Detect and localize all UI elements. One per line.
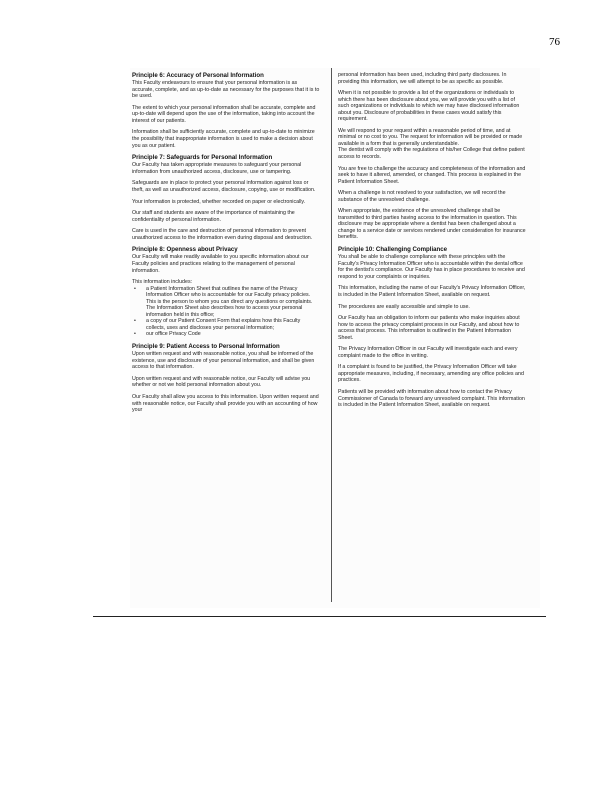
principle-6-paragraph: Information shall be sufficiently accurate, complete and up-to-date to minimize the possibility that inappropriate information is used to make a decision about you as our patient. <box>132 129 315 149</box>
principle-7-paragraph: Your information is protected, whether recorded on paper or electronically. <box>132 198 306 205</box>
bullet-text: our office Privacy Code <box>146 331 201 338</box>
principle-7-paragraph: Care is used in the care and destruction of personal information to prevent unauthorized access to the information even during disposal and destruction. <box>132 228 313 241</box>
principle-10-paragraph: You shall be able to challenge compliance with these principles with the Faculty's Privacy Information Officer who is accountable within the dental office for the dentist's compliance. Our Faculty has in place procedures to receive and respond to your complaints or inquiries. <box>338 254 525 280</box>
principle-7-heading: Principle 7: Safeguards for Personal Information <box>132 154 273 162</box>
bullet-icon: • <box>134 285 136 292</box>
page-number: 76 <box>549 36 560 48</box>
principle-9-paragraph: Our Faculty shall allow you access to this information. Upon written request and with reasonable notice, our Faculty shall provide you with an accounting of how your <box>132 393 319 414</box>
principle-7-paragraph: Our Faculty has taken appropriate measures to safeguard your personal information from unauthorized access, disclosure, use or tampering. <box>132 162 302 175</box>
principle-10-paragraph: This information, including the name of our Faculty's Privacy Information Officer, is included in the Patient Information Sheet, available on request. <box>338 285 526 298</box>
principle-10-paragraph: If a complaint is found to be justified, the Privacy Information Officer will take appropriate measures, including, if necessary, amending any office policies and practices. <box>338 364 524 384</box>
principle-8-heading: Principle 8: Openness about Privacy <box>132 246 238 254</box>
bottom-rule <box>93 616 546 617</box>
bullet-icon: • <box>134 318 136 325</box>
principle-10-paragraph: The procedures are easily accessible and simple to use. <box>338 303 470 310</box>
principle-6-paragraph: The extent to which your personal information shall be accurate, complete and up-to-date will depend upon the use of the information, taking into account the interest of our patients. <box>132 104 316 124</box>
principle-6-paragraph: This Faculty endeavours to ensure that your personal information is as accurate, complete, and as up-to-date as necessary for the purposes that it is to be used. <box>132 80 320 100</box>
bullet-text: a Patient Information Sheet that outlines the name of the Privacy Information Officer who is accountable for our Faculty privacy policies. This is the person to whom you can direct any questions or complaints. The Information Sheet also describes how to access your personal information held in this office; <box>146 285 313 318</box>
principle-10-paragraph: Patients will be provided with information about how to contact the Privacy Commissioner of Canada to forward any unresolved complaint. This information is included in the Patient Information Sheet, available on request. <box>338 388 525 409</box>
principle-10-heading: Principle 10: Challenging Compliance <box>338 246 448 254</box>
left-column <box>132 72 320 419</box>
principle-9-continued-paragraph: When it is not possible to provide a list of the organizations or individuals to which there has been disclosure about you, we will provide you with a list of such organizations or individuals to which we may have disclosed information about you. Disclosure of probabilities in these cases would satisfy this requirement. <box>338 90 520 123</box>
principle-8-paragraph: This information includes: <box>132 279 193 286</box>
principle-8-bullet-list <box>132 286 320 338</box>
principle-10-paragraph: Our Faculty has an obligation to inform our patients who make inquiries about how to access the privacy complaint process in our Faculty, and about how to access that process. This information is outlined in the Patient Information Sheet. <box>338 315 520 341</box>
scanned-policy-page <box>130 68 540 608</box>
bullet-item <box>132 331 320 338</box>
principle-6-heading: Principle 6: Accuracy of Personal Information <box>132 72 264 79</box>
bullet-item <box>132 318 320 331</box>
principle-9-heading: Principle 9: Patient Access to Personal Information <box>132 343 280 351</box>
principle-9-continued-paragraph: You are free to challenge the accuracy and completeness of the information and seek to have it altered, amended, or changed. This process is explained in the Patient Information Sheet. <box>338 165 526 185</box>
principle-9-continued-paragraph: The dentist will comply with the regulations of his/her College that define patient access to records. <box>338 147 525 161</box>
principle-10-paragraph: The Privacy Information Officer in our Faculty will investigate each and every complaint made to the office in writing. <box>338 346 518 359</box>
right-column <box>338 72 526 414</box>
principle-9-continued-paragraph: personal information has been used, including third party disclosures. In providing this information, we will attempt to be as specific as possible. <box>338 72 507 85</box>
principle-9-continued-paragraph: When a challenge is not resolved to your satisfaction, we will record the substance of the unresolved challenge. <box>338 190 506 203</box>
bullet-icon: • <box>134 331 136 338</box>
principle-7-paragraph: Safeguards are in place to protect your personal information against loss or theft, as well as unauthorized access, disclosure, copying, use or modification. <box>132 180 316 193</box>
principle-8-paragraph: Our Faculty will make readily available to you specific information about our Faculty policies and practices relating to the management of personal information. <box>132 254 309 274</box>
principle-7-paragraph: Our staff and students are aware of the importance of maintaining the confidentiality of personal information. <box>132 210 295 223</box>
principle-9-paragraph: Upon written request and with reasonable notice, our Faculty will advise you whether or not we hold personal information about you. <box>132 375 311 389</box>
principle-9-continued-paragraph: When appropriate, the existence of the unresolved challenge shall be transmitted to third parties having access to the information in question. This disclosure may be appropriate where a dentist has been challenged about a change to a service date or services rendered under consideration for insurance benefits. <box>338 208 526 241</box>
bullet-text: a copy of our Patient Consent Form that explains how this Faculty collects, uses and discloses your personal information; <box>146 318 301 331</box>
principle-9-continued-paragraph: We will respond to your request within a reasonable period of time, and at minimal or no cost to you. The request for information will be provided or made available in a form that is generally understandable. <box>338 127 523 147</box>
column-divider <box>331 68 332 602</box>
bullet-item <box>132 286 320 319</box>
principle-9-paragraph: Upon written request and with reasonable notice, you shall be informed of the existence, use and disclosure of your personal information, and shall be given access to that information. <box>132 351 315 371</box>
